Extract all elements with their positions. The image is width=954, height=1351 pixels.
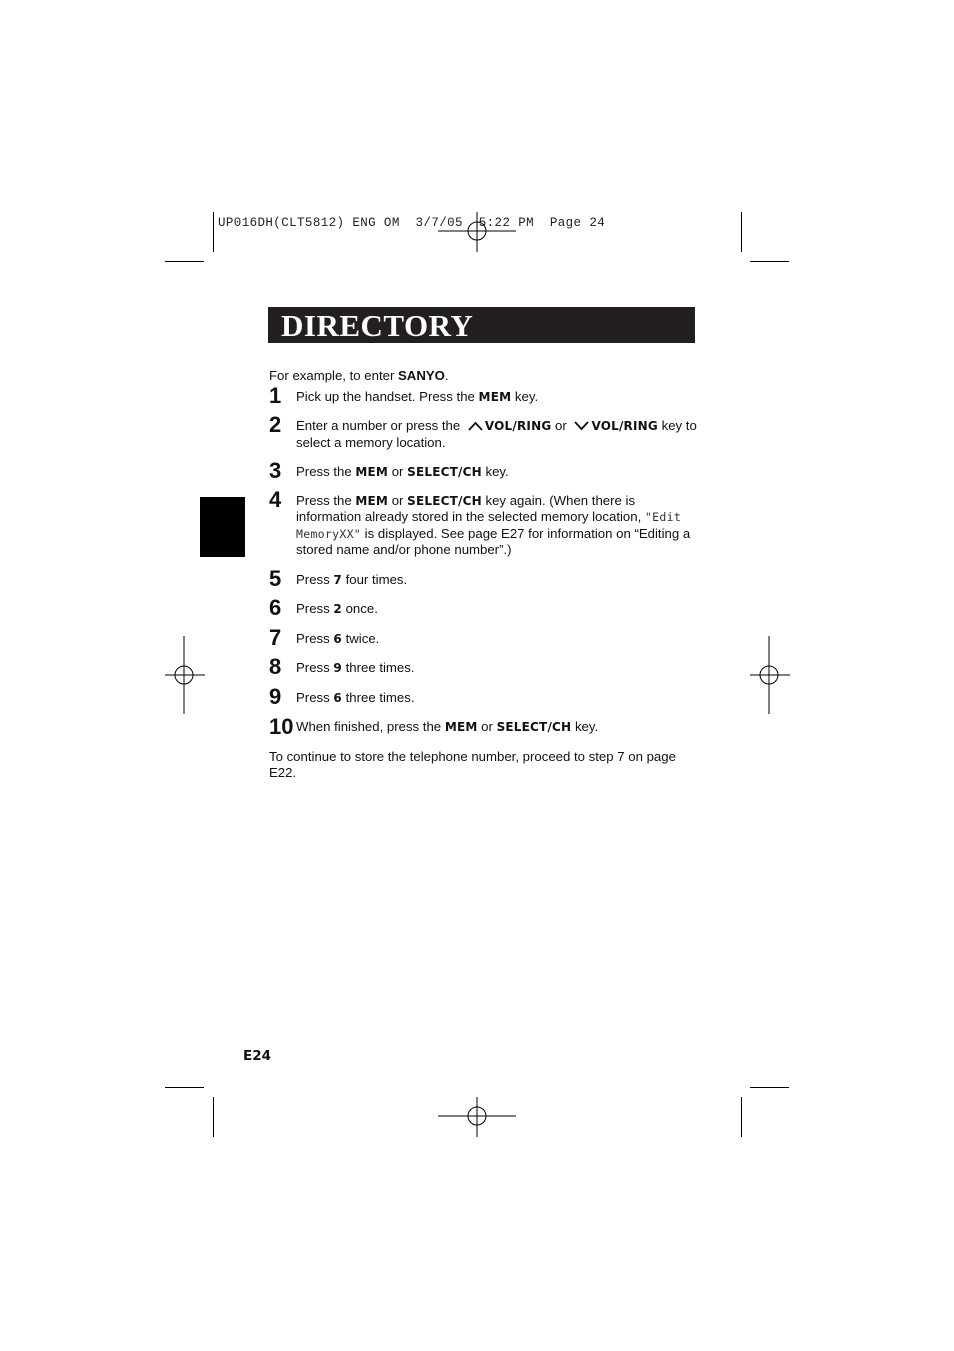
step-text-fragment: Press xyxy=(296,689,334,705)
registration-mark-right xyxy=(750,636,790,714)
step-item xyxy=(269,654,699,679)
section-title-bar xyxy=(268,307,695,343)
step-number: 2 xyxy=(269,412,282,437)
registration-mark-bottom xyxy=(438,1097,516,1137)
step-text xyxy=(296,601,699,618)
step-text-fragment: key to select a memory location. xyxy=(296,418,697,450)
step-number: 9 xyxy=(269,683,282,709)
step-number: 3 xyxy=(269,458,282,483)
step-item xyxy=(269,624,699,650)
intro-brand: SANYO xyxy=(398,368,445,383)
step-text-fragment: is displayed. See page E27 for information on “Editing a stored name and/or phone number”.) xyxy=(296,525,691,557)
step-text-fragment: or xyxy=(388,492,408,508)
crop-mark xyxy=(741,212,742,252)
step-text-fragment: or xyxy=(477,719,497,734)
step-number: 7 xyxy=(269,624,282,650)
key-label: SELECT/CH xyxy=(407,465,482,479)
step-text-fragment: Press xyxy=(296,601,334,616)
intro-text xyxy=(269,368,699,385)
instructions xyxy=(269,368,699,782)
crop-mark xyxy=(750,261,789,262)
print-header: UP016DH(CLT5812) ENG OM 3/7/05 5:22 PM Page 24 xyxy=(218,216,606,230)
key-label: 9 xyxy=(333,661,342,675)
step-number: 5 xyxy=(269,565,282,591)
step-item xyxy=(269,382,699,408)
registration-mark-left xyxy=(165,636,205,714)
page-number: E24 xyxy=(243,1048,272,1064)
step-number: 10 xyxy=(269,714,294,739)
intro-suffix: . xyxy=(444,368,449,383)
key-label: MEM xyxy=(355,465,389,479)
step-number: 8 xyxy=(269,654,282,679)
step-text-fragment: key. xyxy=(571,719,599,734)
intro-prefix: For example, to enter xyxy=(269,368,399,383)
step-text-fragment: once. xyxy=(341,601,378,616)
step-item xyxy=(269,412,699,451)
step-text-fragment: key. xyxy=(511,388,539,404)
key-label: 7 xyxy=(333,572,342,587)
step-text xyxy=(296,418,699,451)
step-text-fragment: Press xyxy=(296,660,334,675)
key-label: MEM xyxy=(444,720,478,734)
step-number: 1 xyxy=(269,382,282,408)
step-text xyxy=(296,572,699,589)
step-text-fragment: Press the xyxy=(296,464,356,479)
crop-mark xyxy=(165,261,204,262)
key-label: VOL/RING xyxy=(591,419,658,433)
step-text-fragment: Enter a number or press the xyxy=(296,418,464,433)
crop-mark xyxy=(213,1097,214,1137)
steps-list xyxy=(269,382,699,739)
step-item xyxy=(269,565,699,591)
step-text-fragment: three times. xyxy=(341,689,415,705)
key-label: SELECT/CH xyxy=(407,493,482,508)
key-label: MEM xyxy=(478,389,512,404)
key-label: SELECT/CH xyxy=(496,720,572,734)
crop-mark xyxy=(165,1087,204,1088)
lcd-display-text: "Edit MemoryXX" xyxy=(296,510,682,541)
step-text xyxy=(296,631,699,648)
crop-mark xyxy=(213,212,214,252)
step-text-fragment: three times. xyxy=(341,660,415,675)
key-label: VOL/RING xyxy=(484,419,552,433)
step-text-fragment: or xyxy=(551,418,571,433)
step-text xyxy=(296,690,699,707)
step-text xyxy=(296,464,699,481)
step-text xyxy=(296,389,699,406)
step-text xyxy=(296,719,699,736)
step-text-fragment: or xyxy=(388,464,408,479)
page-title: DIRECTORY xyxy=(281,308,474,343)
step-text-fragment: When finished, press the xyxy=(296,719,445,734)
key-label: 2 xyxy=(333,602,342,616)
step-text xyxy=(296,493,699,559)
key-label: 6 xyxy=(333,690,342,705)
crop-mark xyxy=(741,1097,742,1137)
step-text-fragment: Press xyxy=(296,630,334,646)
step-text-fragment: twice. xyxy=(341,630,380,646)
step-text xyxy=(296,660,699,677)
step-text-fragment: Pick up the handset. Press the xyxy=(296,388,479,404)
outro-text: To continue to store the telephone number, proceed to step 7 on page E22. xyxy=(269,748,676,780)
registration-mark-top xyxy=(438,212,516,252)
up-arrow-icon xyxy=(468,421,483,431)
step-text-fragment: key. xyxy=(481,464,509,479)
step-item xyxy=(269,714,699,739)
key-label: MEM xyxy=(355,493,389,508)
step-item xyxy=(269,683,699,709)
step-number: 4 xyxy=(269,486,282,512)
down-arrow-icon xyxy=(574,421,589,431)
step-item xyxy=(269,458,699,483)
step-item xyxy=(269,486,699,559)
crop-mark xyxy=(750,1087,789,1088)
step-item xyxy=(269,595,699,620)
step-text-fragment: key again. (When there is information already stored in the selected memory location, xyxy=(296,492,645,524)
step-text-fragment: Press the xyxy=(296,492,356,508)
step-text-fragment: Press xyxy=(296,571,334,587)
step-text-fragment: four times. xyxy=(341,571,408,587)
section-tab-marker xyxy=(200,497,245,557)
key-label: 6 xyxy=(333,631,342,646)
step-number: 6 xyxy=(269,595,282,620)
